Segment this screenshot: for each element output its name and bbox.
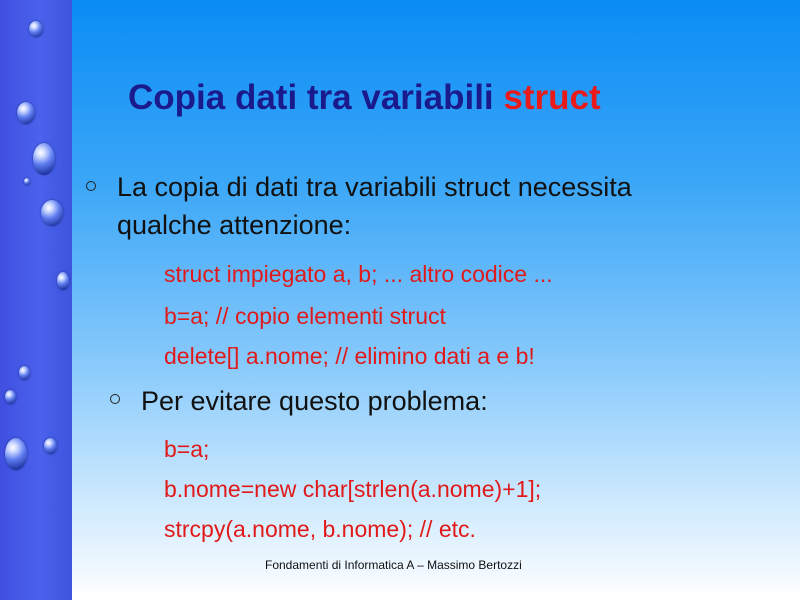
bubble-icon (41, 200, 63, 226)
bubble-icon (44, 438, 57, 454)
code-line: delete[] a.nome; // elimino dati a e b! (164, 343, 535, 369)
decorative-sidebar (0, 0, 72, 600)
bubble-icon (17, 102, 35, 124)
bullet1-line1: La copia di dati tra variabili struct necessita (117, 172, 632, 202)
bubble-icon (5, 438, 27, 470)
title-main: Copia dati tra variabili (128, 78, 504, 117)
bubble-icon (5, 390, 16, 404)
code-line: b=a; (164, 436, 210, 462)
bubble-icon (33, 143, 55, 175)
code-line: struct impiegato a, b; ... altro codice ... (164, 261, 553, 287)
code-line: b.nome=new char[strlen(a.nome)+1]; (164, 476, 542, 502)
title-accent: struct (503, 78, 601, 117)
slide-title (128, 78, 601, 118)
bubble-icon (24, 178, 30, 185)
bullet2-text: Per evitare questo problema: (141, 386, 488, 416)
bubble-icon (19, 366, 30, 380)
bullet1-line2: qualche attenzione: (117, 210, 352, 240)
code-line: b=a; // copio elementi struct (164, 303, 446, 329)
code-line: strcpy(a.nome, b.nome); // etc. (164, 516, 476, 542)
slide-footer: Fondamenti di Informatica A – Massimo Bertozzi (265, 558, 522, 572)
bubble-icon (29, 21, 43, 37)
bullet-circle-icon (110, 394, 120, 404)
bubble-icon (57, 272, 69, 290)
bullet-circle-icon (86, 181, 96, 191)
